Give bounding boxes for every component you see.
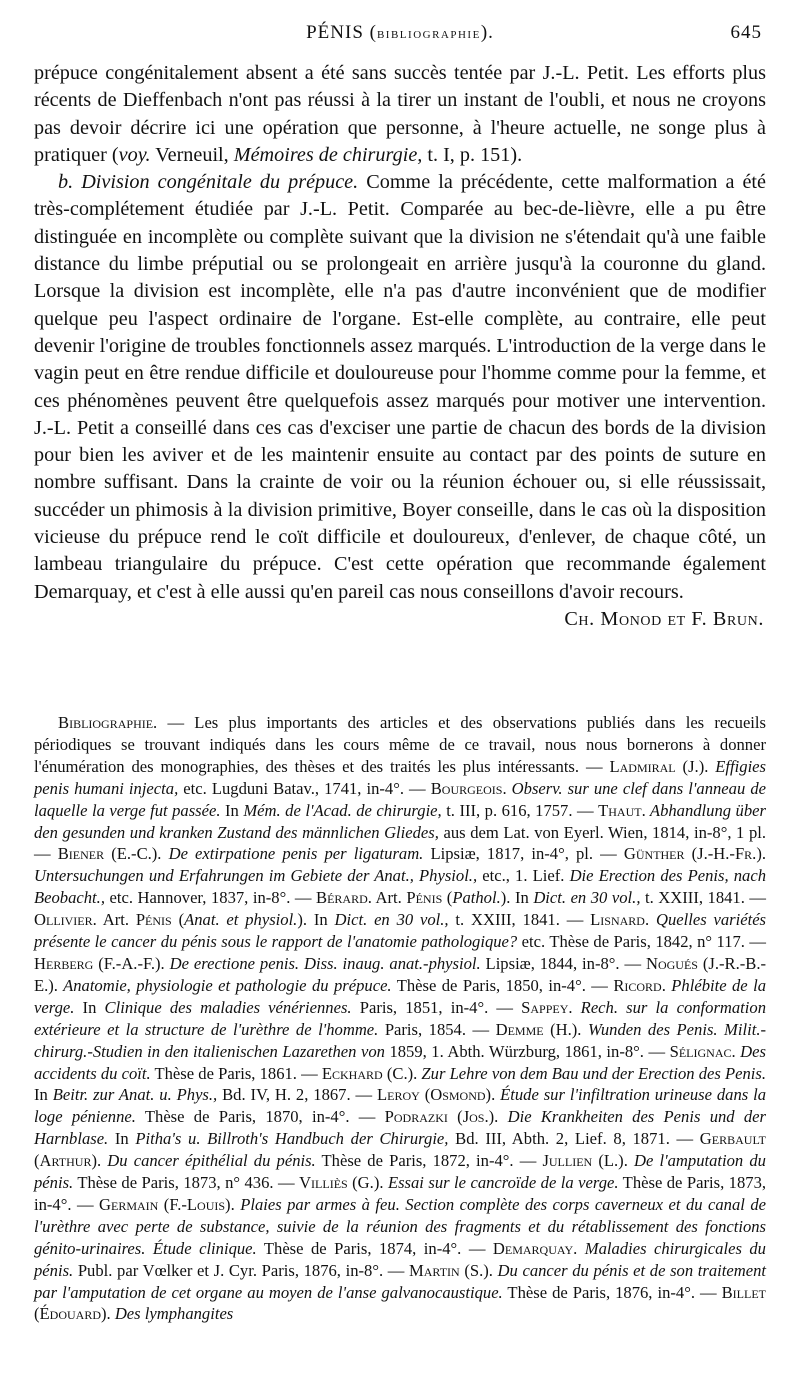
author-signature: Ch. Monod et F. Brun. xyxy=(564,607,764,630)
bibliography: Bibliographie. — Les plus importants des articles et des observations publiés dans les recueils périodiques se trouvant indiqués dans les cours même de ce travail, nous nous bornerons à donner l'énumération des monographies, des thèses et des traités les plus intéressants. — Ladmiral (J.). Effigies penis humani injecta, etc. Lugduni Batav., 1741, in-4°. — Bourgeois. Observ. sur une clef dans l'anneau de laquelle la verge fut passée. In Mém. de l'Acad. de chirurgie, t. III, p. 616, 1757. — Thaut. Abhandlung über den gesunden und kranken Zustand des männlichen Gliedes, aus dem Lat. von Eyerl. Wien, 1814, in-8°, 1 pl. — Biener (E.-C.). De extirpatione penis per ligaturam. Lipsiæ, 1817, in-4°, pl. — Günther (J.-H.-Fr.). Untersuchungen und Erfahrungen im Gebiete der Anat., Physiol., etc., 1. Lief. Die Erection des Penis, nach Beobacht., etc. Hannover, 1837, in-8°. — Bérard. Art. Pénis (Pathol.). In Dict. en 30 vol., t. XXIII, 1841. — Ollivier. Art. Pénis (Anat. et physiol.). In Dict. en 30 vol., t. XXIII, 1841. — Lisnard. Quelles variétés présente le cancer du pénis sous le rapport de l'anatomie pathologique? etc. Thèse de Paris, 1842, n° 117. — Herberg (F.-A.-F.). De erectione penis. Diss. inaug. anat.-physiol. Lipsiæ, 1844, in-8°. — Nogués (J.-R.-B.-E.). Anatomie, physiologie et pathologie du prépuce. Thèse de Paris, 1850, in-4°. — Ricord. Phlébite de la verge. In Clinique des maladies vénériennes. Paris, 1851, in-4°. — Sappey. Rech. sur la conformation extérieure et la structure de l'urèthre de l'homme. Paris, 1854. — Demme (H.). Wunden des Penis. Milit.-chirurg.-Studien in den italienischen Lazarethen von 1859, 1. Abth. Würzburg, 1861, in-8°. — Sélignac. Des accidents du coït. Thèse de Paris, 1861. — Eckhard (C.). Zur Lehre von dem Bau und der Erection des Penis. In Beitr. zur Anat. u. Phys., Bd. IV, H. 2, 1867. — Leroy (Osmond). Étude sur l'infiltration urineuse dans la loge pénienne. Thèse de Paris, 1870, in-4°. — Podrazki (Jos.). Die Krankheiten des Penis und der Harnblase. In Pitha's u. Billroth's Handbuch der Chirurgie, Bd. III, Abth. 2, Lief. 8, 1871. — Gerbault (Arthur). Du cancer épithélial du pénis. Thèse de Paris, 1872, in-4°. — Jullien (L.). De l'amputation du pénis. Thèse de Paris, 1873, n° 436. — Villiès (G.). Essai sur le cancroïde de la verge. Thèse de Paris, 1873, in-4°. — Germain (F.-Louis). Plaies par armes à feu. Section complète des corps caverneux et du canal de l'urèthre avec perte de substance, suivie de la réunion des fragments et du rétablissement des fonctions génito-urinaires. Étude clinique. Thèse de Paris, 1874, in-4°. — Demarquay. Maladies chirurgicales du pénis. Publ. par Vœlker et J. Cyr. Paris, 1876, in-8°. — Martin (S.). Du cancer du pénis et de son traitement par l'amputation de cet organe au moyen de l'anse galvanocaustique. Thèse de Paris, 1876, in-4°. — Billet (Édouard). Des lymphangites xyxy=(34,713,767,1324)
section-heading: b. Division congénitale du prépuce. xyxy=(58,171,359,194)
header-title: PÉNIS (bibliographie). xyxy=(306,22,494,43)
running-header xyxy=(34,22,766,46)
paragraph-2: b. Division congénitale du prépuce. Comme la précédente, cette malformation a été très-complétement étudiée par J.-L. Petit. Comparée au bec-de-lièvre, elle a pu être distinguée en incomplète ou complète suivant que la division ne s'étendait qu'à une faible distance du limbe préputial ou se prolongeait en arrière jusqu'à la couronne du gland. Lorsque la division est incomplète, elle n'a pas d'autre inconvénient que de modifier quelque peu l'aspect ordinaire de l'organe. Est-elle complète, au contraire, elle peut devenir l'origine de troubles fonctionnels assez marqués. L'introduction de la verge dans le vagin peut en être rendue difficile et douloureuse pour l'homme comme pour la femme, et ces phénomènes peuvent être quelquefois assez marqués pour motiver une intervention. J.-L. Petit a conseillé dans ces cas d'exciser une partie de chacun des bords de la division pour bien les aviver et de les maintenir ensuite au contact par des points de suture en nombre suffisant. Dans la crainte de voir ou la réunion échouer ou, si elle réussissait, succéder un phimosis à la division primitive, Boyer conseille, dans le cas où la disposition vicieuse du prépuce rend le coït difficile et douloureux, d'enlever, de chaque côté, un lambeau triangulaire du prépuce. C'est cette opération que recommande également Demarquay, et c'est à elle aussi qu'en pareil cas nous conseillons d'avoir recours. xyxy=(34,171,766,603)
page-number: 645 xyxy=(730,22,762,43)
paragraph-1: prépuce congénitalement absent a été sans succès tentée par J.-L. Petit. Les efforts plus récents de Dieffenbach n'ont pas réussi à la tirer un instant de l'oubli, et nous ne croyons pas devoir décrire ici une opération que personne, à l'heure actuelle, ne songe plus à pratiquer (voy. Verneuil, Mémoires de chirurgie, t. I, p. 151). xyxy=(34,62,766,166)
main-text xyxy=(34,60,766,633)
bibliography-label: Bibliographie. xyxy=(58,713,158,732)
